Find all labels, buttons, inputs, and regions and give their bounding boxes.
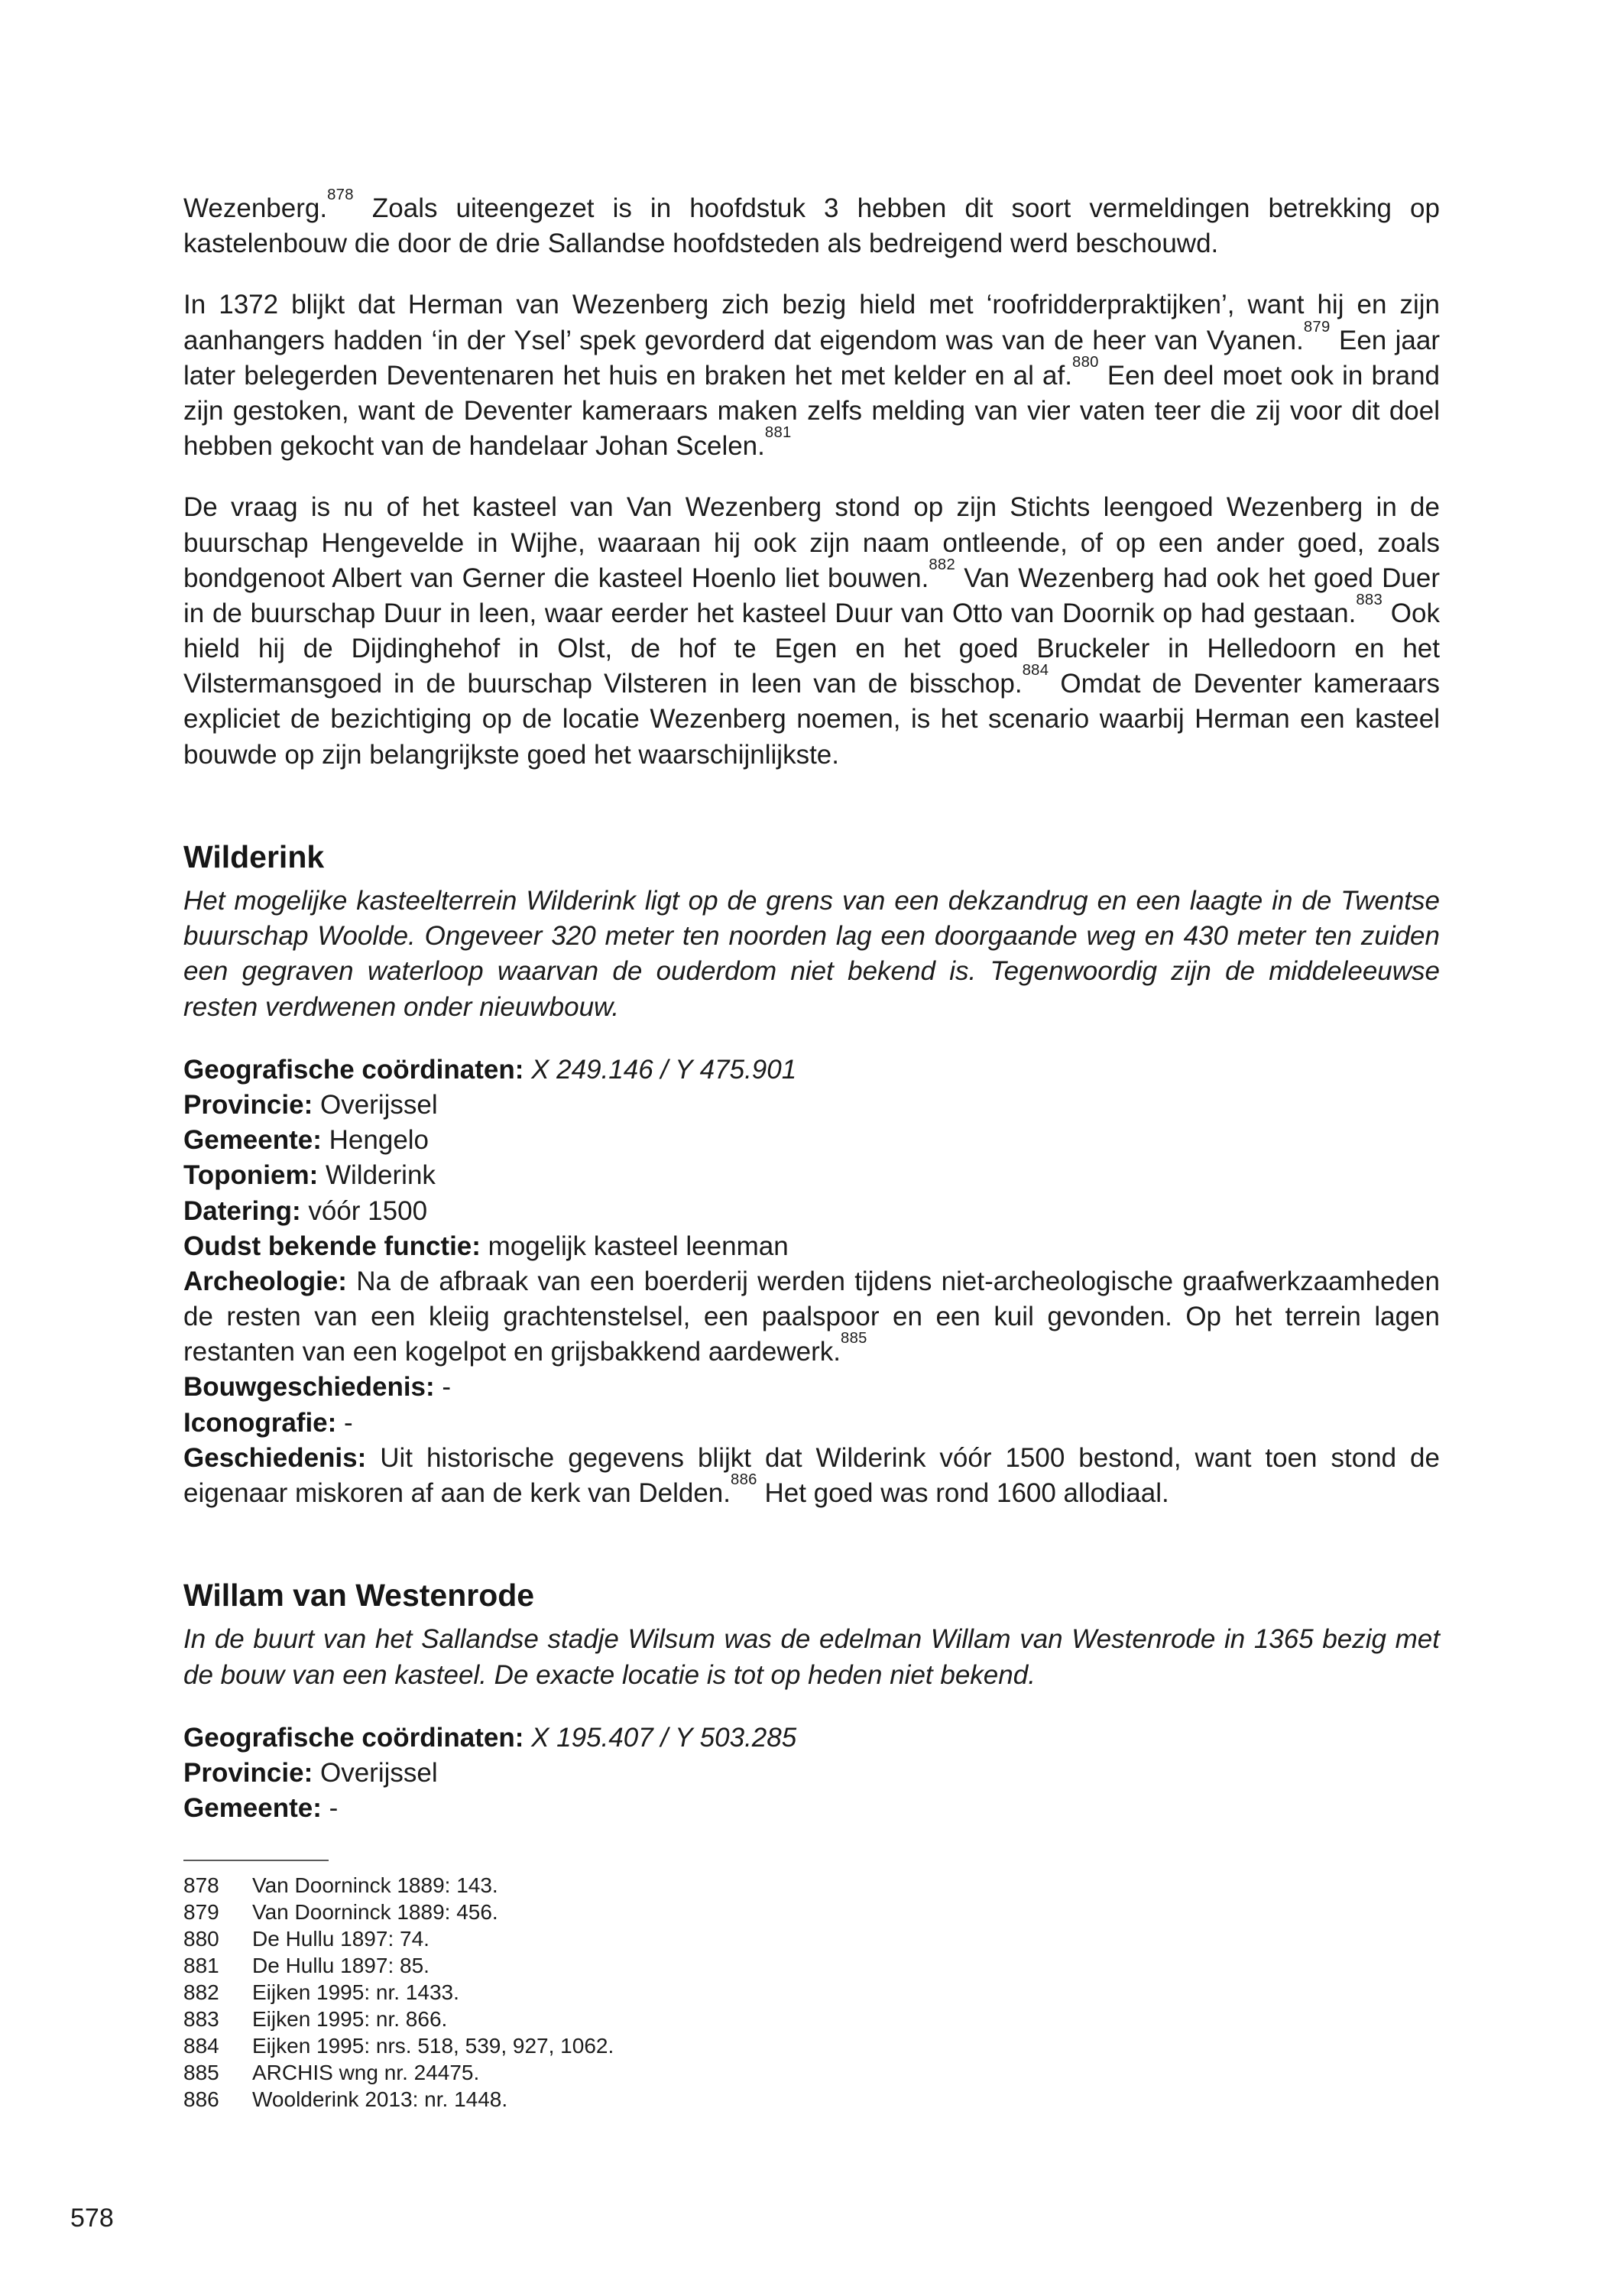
page-number: 578 — [70, 2204, 114, 2233]
field-label: Geschiedenis: — [183, 1442, 367, 1473]
footnote-text: De Hullu 1897: 85. — [252, 1954, 430, 1978]
paragraph-text: De vraag is nu of het kasteel van Van Wezenberg stond op zijn Stichts leengoed Wezenberg in de buurschap Hengevelde in Wijhe, waaraan hij ook zijn naam ontleende, of op een ander goed, zoals bondgenoot Albert van Gerner die kasteel Hoenlo liet bouwen. — [183, 492, 1440, 593]
field-gemeente — [183, 1791, 1440, 1826]
field-gemeente — [183, 1123, 1440, 1158]
footnote-text: De Hullu 1897: 74. — [252, 1927, 430, 1951]
footnote-ref-884: 884 — [1022, 662, 1049, 679]
field-value: mogelijk kasteel leenman — [488, 1231, 789, 1261]
footnote-ref-880: 880 — [1071, 353, 1099, 371]
paragraph-wezenberg-continuation — [183, 186, 1440, 261]
footnote-item — [183, 1899, 1440, 1925]
footnote-text: Eijken 1995: nrs. 518, 539, 927, 1062. — [252, 2034, 614, 2058]
footnote-number: 879 — [183, 1900, 219, 1925]
paragraph-wezenberg-1372 — [183, 287, 1440, 464]
footnote-number: 884 — [183, 2034, 219, 2058]
field-value: Overijssel — [319, 1757, 438, 1788]
field-label: Bouwgeschiedenis: — [183, 1372, 435, 1403]
footnote-number: 882 — [183, 1980, 219, 2005]
field-bouwgeschiedenis — [183, 1370, 1440, 1405]
footnote-item — [183, 2059, 1440, 2086]
field-label: Gemeente: — [183, 1125, 322, 1156]
footnotes-section — [183, 1860, 1440, 2113]
footnote-number: 883 — [183, 2007, 219, 2032]
paragraph-text: Een deel moet ook in brand zijn gestoken, want de Deventer kameraars maken zelfs melding van vier vaten teer die zij voor dit doel hebben gekocht van de handelaar Johan Scelen. — [183, 360, 1440, 462]
field-label: Gemeente: — [183, 1793, 322, 1824]
footnote-item — [183, 1872, 1440, 1899]
field-value: - — [344, 1407, 353, 1438]
field-geschiedenis — [183, 1441, 1440, 1511]
field-provincie — [183, 1756, 1440, 1791]
footnote-number: 880 — [183, 1927, 219, 1951]
footnote-text: Eijken 1995: nr. 866. — [252, 2007, 448, 2032]
field-label: Iconografie: — [183, 1407, 337, 1438]
field-value: Wilderink — [326, 1160, 436, 1191]
footnote-number: 886 — [183, 2087, 219, 2112]
footnote-item — [183, 2086, 1440, 2113]
field-coordinates — [183, 1052, 1440, 1088]
field-value: X 195.407 / Y 503.285 — [531, 1722, 797, 1753]
footnote-ref-886: 886 — [730, 1471, 757, 1489]
paragraph-wezenberg-kasteel — [183, 490, 1440, 773]
footnote-item — [183, 1925, 1440, 1952]
field-label: Provincie: — [183, 1757, 313, 1788]
text-column — [183, 186, 1440, 2113]
footnote-text: ARCHIS wng nr. 24475. — [252, 2061, 480, 2085]
field-list-wilderink — [183, 1052, 1440, 1511]
paragraph-text: Een jaar later belegerden Deventenaren het huis en braken het met kelder en al af. — [183, 325, 1440, 391]
section-heading-willam-van-westenrode: Willam van Westenrode — [183, 1578, 535, 1614]
field-provincie — [183, 1088, 1440, 1123]
footnote-item — [183, 1952, 1440, 1979]
field-label: Provincie: — [183, 1089, 313, 1120]
footnote-text: Woolderink 2013: nr. 1448. — [252, 2087, 508, 2112]
footnotes-list — [183, 1872, 1440, 2113]
field-list-westenrode — [183, 1721, 1440, 1827]
field-value: Het goed was rond 1600 allodiaal. — [757, 1478, 1169, 1508]
section-wilderink — [183, 838, 1440, 1511]
field-value: Overijssel — [319, 1089, 438, 1120]
field-label: Geografische coördinaten: — [183, 1054, 524, 1085]
field-label: Datering: — [183, 1195, 301, 1226]
field-value: - — [329, 1793, 339, 1824]
paragraph-text: Van Wezenberg had ook het goed Duer in de buurschap Duur in leen, waar eerder het kasteel Duur van Otto van Doornik op had gestaan. — [183, 563, 1440, 628]
section-heading-wilderink: Wilderink — [183, 838, 325, 874]
footnote-separator — [183, 1860, 329, 1861]
paragraph-text: In 1372 blijkt dat Herman van Wezenberg zich bezig hield met ‘roofridderpraktijken’, want hij en zijn aanhangers hadden ‘in der Ysel’ spek gevorderd dat eigendom was van de heer van Vyanen. — [183, 290, 1440, 355]
footnote-ref-882: 882 — [929, 556, 956, 573]
field-label: Oudst bekende functie: — [183, 1231, 481, 1261]
paragraph-text: Omdat de Deventer kameraars expliciet de bezichtiging op de locatie Wezenberg noemen, is het scenario waarbij Herman een kasteel bouwde op zijn belangrijkste goed het waarschijnlijkste. — [183, 669, 1440, 770]
field-value: Hengelo — [329, 1125, 430, 1156]
field-coordinates — [183, 1721, 1440, 1756]
paragraph-text: Ook hield hij de Dijdinghehof in Olst, de hof te Egen en het goed Bruckeler in Helledoorn en het Vilstermansgoed in de buurschap Vilsteren in leen van de bisschop. — [183, 598, 1440, 699]
field-value: X 249.146 / Y 475.901 — [531, 1054, 797, 1085]
section-lede-westenrode: In de buurt van het Sallandse stadje Wilsum was de edelman Willam van Westenrode in 1365 bezig met de bouw van een kasteel. De exacte locatie is tot op heden niet bekend. — [183, 1624, 1440, 1690]
footnote-text: Eijken 1995: nr. 1433. — [252, 1980, 459, 2005]
field-datering — [183, 1194, 1440, 1229]
field-archeologie — [183, 1264, 1440, 1370]
footnote-ref-881: 881 — [764, 424, 792, 442]
paragraph-text: Zoals uiteengezet is in hoofdstuk 3 hebben dit soort vermeldingen betrekking op kastelenbouw die door de drie Sallandse hoofdsteden als bedreigend werd beschouwd. — [183, 193, 1440, 259]
footnote-text: Van Doorninck 1889: 456. — [252, 1900, 498, 1925]
section-willam-van-westenrode — [183, 1577, 1440, 1826]
footnote-item — [183, 2006, 1440, 2032]
footnote-text: Van Doorninck 1889: 143. — [252, 1873, 498, 1898]
footnote-ref-883: 883 — [1356, 592, 1383, 609]
footnote-number: 885 — [183, 2061, 219, 2085]
field-label: Archeologie: — [183, 1266, 347, 1296]
footnote-item — [183, 2032, 1440, 2059]
footnote-number: 881 — [183, 1954, 219, 1978]
field-value: vóór 1500 — [308, 1195, 428, 1226]
field-value: Uit historische gegevens blijkt dat Wilderink vóór 1500 bestond, want toen stond de eigenaar miskoren af aan de kerk van Delden. — [183, 1442, 1440, 1508]
footnote-item — [183, 1979, 1440, 2006]
field-value: Na de afbraak van een boerderij werden tijdens niet-archeologische graafwerkzaamheden de resten van een kleiig grachtenstelsel, een paalspoor en een kuil gevonden. Op het terrein lagen restanten van een kogelpot en grijsbakkend aardewerk. — [183, 1266, 1440, 1367]
field-label: Toponiem: — [183, 1160, 319, 1191]
field-value: - — [442, 1372, 452, 1403]
field-toponiem — [183, 1158, 1440, 1193]
paragraph-text: Wezenberg. — [183, 193, 328, 223]
footnote-ref-878: 878 — [327, 186, 354, 204]
field-iconografie — [183, 1406, 1440, 1441]
footnote-number: 878 — [183, 1873, 219, 1898]
footnote-ref-879: 879 — [1303, 318, 1331, 336]
footnote-ref-885: 885 — [841, 1330, 867, 1348]
field-oudst-bekende-functie — [183, 1229, 1440, 1264]
section-lede-wilderink: Het mogelijke kasteelterrein Wilderink ligt op de grens van een dekzandrug en een laagte in de Twentse buurschap Woolde. Ongeveer 320 meter ten noorden lag een doorgaande weg en 430 meter ten zuiden een gegraven waterloop waarvan de ouderdom niet bekend is. Tegenwoordig zijn de middeleeuwse resten verdwenen onder nieuwbouw. — [183, 886, 1440, 1022]
field-label: Geografische coördinaten: — [183, 1722, 524, 1753]
